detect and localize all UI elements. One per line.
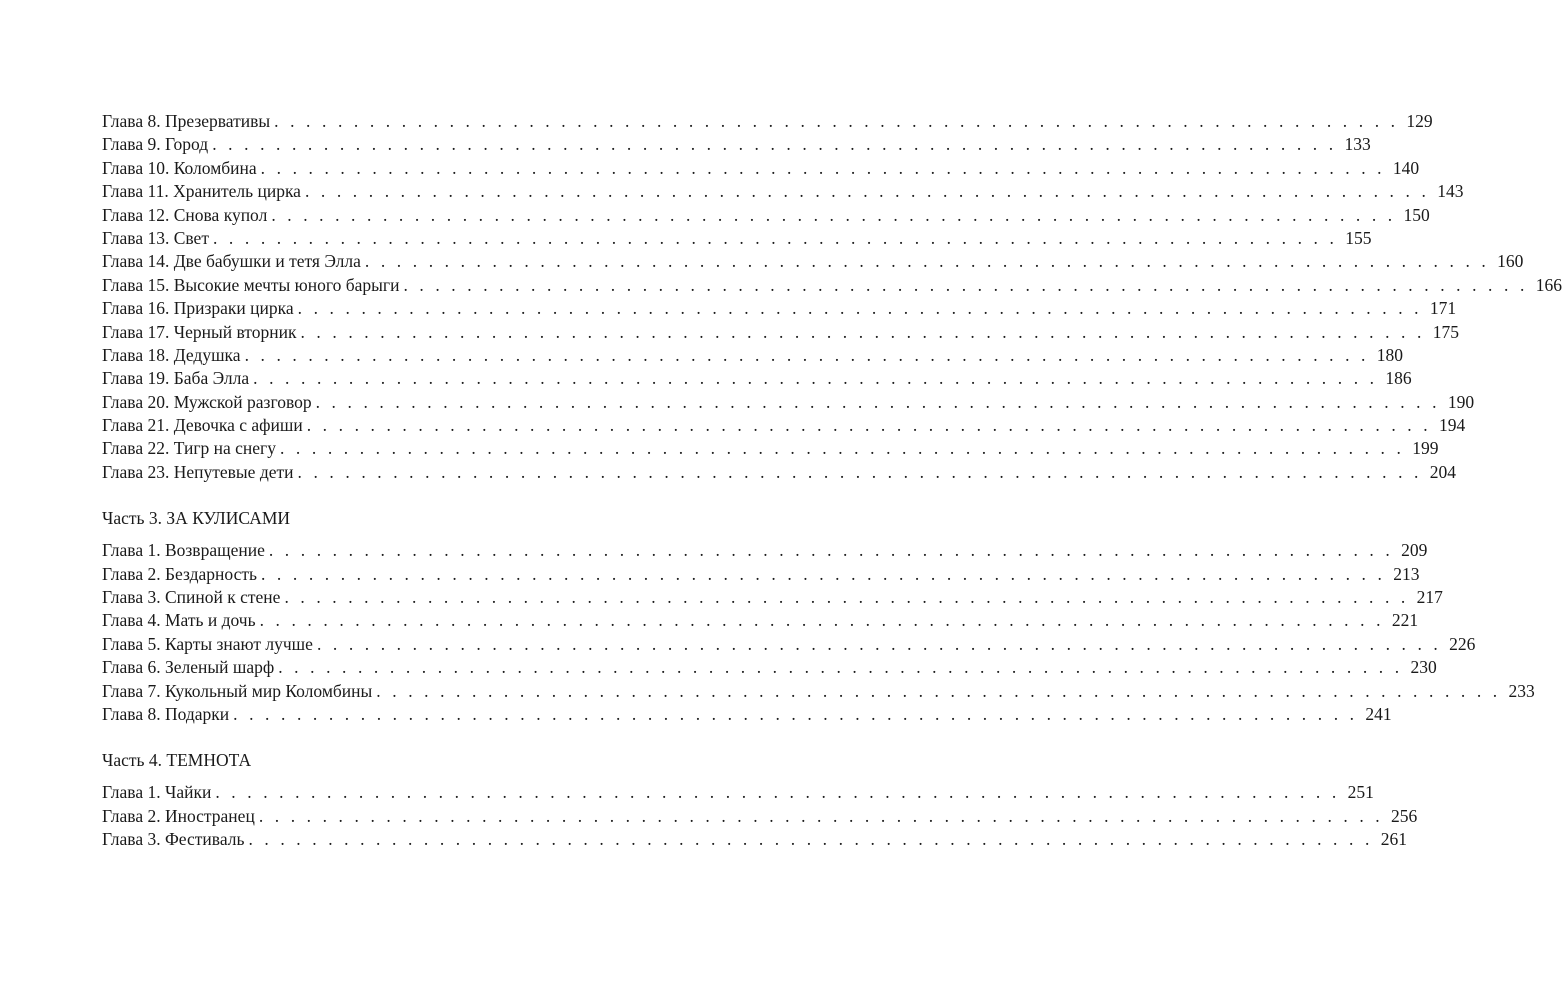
dot-leader: . . . . . . . . . . . . . . . . . . . . . . . . . . . . . . . . . . . . . . . . . . . . . . . . . . . . . . . . . . . . . . . . . . . . . . . — [248, 829, 1373, 850]
page-number: 190 — [1447, 391, 1475, 412]
part-heading: Часть 4. ТЕМНОТА — [102, 750, 252, 771]
page-number: 150 — [1403, 204, 1430, 225]
chapter-title: Глава 1. Возвращение — [102, 540, 265, 561]
toc-entry[interactable] — [102, 344, 1404, 367]
dot-leader: . . . . . . . . . . . . . . . . . . . . . . . . . . . . . . . . . . . . . . . . . . . . . . . . . . . . . . . . . . . . . . . . . . . . . . . — [297, 298, 1423, 319]
page-number: 230 — [1410, 657, 1437, 678]
toc-entry[interactable] — [102, 633, 1476, 656]
toc-entry[interactable] — [102, 227, 1372, 250]
page-number: 226 — [1449, 633, 1476, 654]
dot-leader: . . . . . . . . . . . . . . . . . . . . . . . . . . . . . . . . . . . . . . . . . . . . . . . . . . . . . . . . . . . . . . . . . . . . . . . — [260, 157, 1386, 178]
chapter-title: Глава 1. Чайки — [102, 782, 212, 803]
chapter-title: Глава 19. Баба Элла — [102, 368, 250, 389]
toc-entry[interactable] — [102, 539, 1428, 562]
dot-leader: . . . . . . . . . . . . . . . . . . . . . . . . . . . . . . . . . . . . . . . . . . . . . . . . . . . . . . . . . . . . . . . . . . . . . . . — [304, 181, 1430, 202]
toc-entry[interactable] — [102, 680, 1535, 703]
dot-leader: . . . . . . . . . . . . . . . . . . . . . . . . . . . . . . . . . . . . . . . . . . . . . . . . . . . . . . . . . . . . . . . . . . . . . . . — [233, 703, 1358, 724]
dot-leader: . . . . . . . . . . . . . . . . . . . . . . . . . . . . . . . . . . . . . . . . . . . . . . . . . . . . . . . . . . . . . . . . . . . . . . . — [278, 657, 1403, 678]
page-number: 241 — [1365, 703, 1392, 724]
dot-leader: . . . . . . . . . . . . . . . . . . . . . . . . . . . . . . . . . . . . . . . . . . . . . . . . . . . . . . . . . . . . . . . . . . . . . . . — [271, 204, 1396, 225]
page-number: 140 — [1392, 157, 1420, 178]
page-number: 221 — [1391, 610, 1419, 631]
toc-section — [102, 748, 1418, 851]
page-number: 133 — [1344, 134, 1371, 155]
toc-entry[interactable] — [102, 180, 1464, 203]
page-number: 180 — [1376, 344, 1404, 365]
dot-leader: . . . . . . . . . . . . . . . . . . . . . . . . . . . . . . . . . . . . . . . . . . . . . . . . . . . . . . . . . . . . . . . . . . . . . . . — [300, 321, 1425, 342]
chapter-title: Глава 9. Город — [102, 134, 209, 155]
dot-leader: . . . . . . . . . . . . . . . . . . . . . . . . . . . . . . . . . . . . . . . . . . . . . . . . . . . . . . . . . . . . . . . . . . . . . . . — [284, 587, 1409, 608]
toc-entry[interactable] — [102, 437, 1439, 460]
toc-entry[interactable] — [102, 297, 1457, 320]
toc-entry[interactable] — [102, 204, 1430, 227]
chapter-title: Глава 13. Свет — [102, 227, 209, 248]
chapter-title: Глава 7. Кукольный мир Коломбины — [102, 680, 373, 701]
page-number: 217 — [1416, 587, 1443, 608]
toc-entry[interactable] — [102, 391, 1475, 414]
chapter-title: Глава 15. Высокие мечты юного барыги — [102, 274, 400, 295]
page-number: 186 — [1385, 368, 1412, 389]
toc-entry[interactable] — [102, 563, 1420, 586]
dot-leader: . . . . . . . . . . . . . . . . . . . . . . . . . . . . . . . . . . . . . . . . . . . . . . . . . . . . . . . . . . . . . . . . . . . . . . . — [212, 134, 1337, 155]
toc-entry[interactable] — [102, 805, 1418, 828]
chapter-title: Глава 6. Зеленый шарф — [102, 657, 275, 678]
dot-leader: . . . . . . . . . . . . . . . . . . . . . . . . . . . . . . . . . . . . . . . . . . . . . . . . . . . . . . . . . . . . . . . . . . . . . . . — [297, 461, 1422, 482]
toc-entry[interactable] — [102, 609, 1419, 632]
chapter-title: Глава 8. Презервативы — [102, 111, 271, 131]
dot-leader: . . . . . . . . . . . . . . . . . . . . . . . . . . . . . . . . . . . . . . . . . . . . . . . . . . . . . . . . . . . . . . . . . . . . . . . — [268, 540, 1394, 561]
page-number: 143 — [1437, 181, 1464, 202]
dot-leader: . . . . . . . . . . . . . . . . . . . . . . . . . . . . . . . . . . . . . . . . . . . . . . . . . . . . . . . . . . . . . . . . . . . . . . . — [376, 680, 1501, 701]
toc-entry[interactable] — [102, 828, 1407, 851]
toc-entry[interactable] — [102, 414, 1466, 437]
chapter-title: Глава 20. Мужской разговор — [102, 391, 312, 412]
chapter-title: Глава 23. Непутевые дети — [102, 461, 294, 482]
dot-leader: . . . . . . . . . . . . . . . . . . . . . . . . . . . . . . . . . . . . . . . . . . . . . . . . . . . . . . . . . . . . . . . . . . . . . . . — [215, 782, 1340, 803]
toc-entry[interactable] — [102, 586, 1443, 609]
toc-entry[interactable] — [102, 157, 1420, 180]
dot-leader: . . . . . . . . . . . . . . . . . . . . . . . . . . . . . . . . . . . . . . . . . . . . . . . . . . . . . . . . . . . . . . . . . . . . . . . — [258, 805, 1384, 826]
page-number: 204 — [1429, 461, 1456, 482]
dot-leader: . . . . . . . . . . . . . . . . . . . . . . . . . . . . . . . . . . . . . . . . . . . . . . . . . . . . . . . . . . . . . . . . . . . . . . . — [260, 563, 1386, 584]
dot-leader: . . . . . . . . . . . . . . . . . . . . . . . . . . . . . . . . . . . . . . . . . . . . . . . . . . . . . . . . . . . . . . . . . . . . . . . — [316, 633, 1442, 654]
chapter-title: Глава 2. Бездарность — [102, 563, 257, 584]
dot-leader: . . . . . . . . . . . . . . . . . . . . . . . . . . . . . . . . . . . . . . . . . . . . . . . . . . . . . . . . . . . . . . . . . . . . . . . — [274, 111, 1399, 131]
page-number: 261 — [1380, 829, 1407, 850]
chapter-title: Глава 21. Девочка с афиши — [102, 415, 303, 436]
dot-leader: . . . . . . . . . . . . . . . . . . . . . . . . . . . . . . . . . . . . . . . . . . . . . . . . . . . . . . . . . . . . . . . . . . . . . . . — [315, 391, 1441, 412]
page-number: 166 — [1535, 274, 1562, 295]
chapter-title: Глава 10. Коломбина — [102, 157, 257, 178]
chapter-title: Глава 16. Призраки цирка — [102, 298, 294, 319]
chapter-title: Глава 18. Дедушка — [102, 344, 241, 365]
toc-entry[interactable] — [102, 703, 1392, 726]
dot-leader: . . . . . . . . . . . . . . . . . . . . . . . . . . . . . . . . . . . . . . . . . . . . . . . . . . . . . . . . . . . . . . . . . . . . . . . — [253, 368, 1378, 389]
dot-leader: . . . . . . . . . . . . . . . . . . . . . . . . . . . . . . . . . . . . . . . . . . . . . . . . . . . . . . . . . . . . . . . . . . . . . . . — [212, 227, 1338, 248]
page-number: 194 — [1438, 415, 1466, 436]
toc-entry[interactable] — [102, 781, 1374, 804]
chapter-title: Глава 11. Хранитель цирка — [102, 181, 301, 202]
page-number: 160 — [1497, 251, 1524, 272]
toc-entry[interactable] — [102, 274, 1562, 297]
toc-section — [102, 110, 1562, 484]
toc-entry[interactable] — [102, 250, 1524, 273]
chapter-title: Глава 5. Карты знают лучше — [102, 633, 313, 654]
toc-entry[interactable] — [102, 656, 1437, 679]
part-heading: Часть 3. ЗА КУЛИСАМИ — [102, 508, 291, 529]
dot-leader: . . . . . . . . . . . . . . . . . . . . . . . . . . . . . . . . . . . . . . . . . . . . . . . . . . . . . . . . . . . . . . . . . . . . . . . — [279, 438, 1405, 459]
toc-entry[interactable] — [102, 321, 1459, 344]
page-number: 233 — [1508, 680, 1535, 701]
dot-leader: . . . . . . . . . . . . . . . . . . . . . . . . . . . . . . . . . . . . . . . . . . . . . . . . . . . . . . . . . . . . . . . . . . . . . . . — [306, 415, 1432, 436]
chapter-title: Глава 8. Подарки — [102, 703, 230, 724]
chapter-title: Глава 3. Фестиваль — [102, 829, 245, 850]
dot-leader: . . . . . . . . . . . . . . . . . . . . . . . . . . . . . . . . . . . . . . . . . . . . . . . . . . . . . . . . . . . . . . . . . . . . . . . — [364, 251, 1490, 272]
toc-entry[interactable] — [102, 367, 1412, 390]
page-number: 213 — [1393, 563, 1420, 584]
chapter-title: Глава 22. Тигр на снегу — [102, 438, 276, 459]
page-number: 171 — [1429, 298, 1457, 319]
chapter-title: Глава 4. Мать и дочь — [102, 610, 256, 631]
page-number: 209 — [1401, 540, 1428, 561]
chapter-title: Глава 2. Иностранец — [102, 805, 255, 826]
dot-leader: . . . . . . . . . . . . . . . . . . . . . . . . . . . . . . . . . . . . . . . . . . . . . . . . . . . . . . . . . . . . . . . . . . . . . . . — [403, 274, 1528, 295]
dot-leader: . . . . . . . . . . . . . . . . . . . . . . . . . . . . . . . . . . . . . . . . . . . . . . . . . . . . . . . . . . . . . . . . . . . . . . . — [244, 344, 1370, 365]
toc-section — [102, 506, 1535, 726]
page-number: 199 — [1412, 438, 1439, 459]
page-number: 251 — [1347, 782, 1374, 803]
chapter-title: Глава 17. Черный вторник — [102, 321, 297, 342]
chapter-title: Глава 12. Снова купол — [102, 204, 268, 225]
page-number: 129 — [1406, 111, 1433, 131]
page-number: 256 — [1391, 805, 1418, 826]
toc-entry[interactable] — [102, 110, 1433, 133]
table-of-contents — [102, 110, 1562, 852]
toc-entry[interactable] — [102, 133, 1371, 156]
toc-entry[interactable] — [102, 461, 1456, 484]
chapter-title: Глава 3. Спиной к стене — [102, 587, 281, 608]
page-number: 155 — [1345, 227, 1372, 248]
chapter-title: Глава 14. Две бабушки и тетя Элла — [102, 251, 361, 272]
page-number: 175 — [1432, 321, 1459, 342]
dot-leader: . . . . . . . . . . . . . . . . . . . . . . . . . . . . . . . . . . . . . . . . . . . . . . . . . . . . . . . . . . . . . . . . . . . . . . . — [259, 610, 1385, 631]
